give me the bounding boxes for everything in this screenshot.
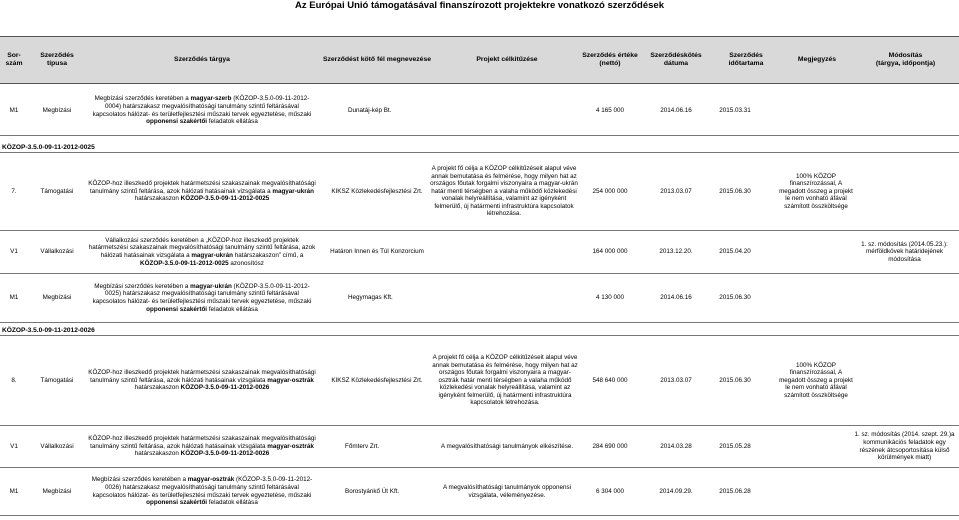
row-megjegyzes: 100% KÖZOP finanszírozással, A megadott összeg a projekt le nem vonható áfával számított összköltsége bbox=[779, 361, 853, 399]
row-sorszam: M1 bbox=[9, 294, 19, 302]
row-modositas: 1. sz. módosítás (2014. szept. 29.)a kommunikációs feladatok egy részének átcsoportosítása külső körülmények miatt) bbox=[854, 431, 955, 462]
row-idotartam: 2015.04.20 bbox=[719, 248, 751, 256]
row-tipus: Megbízási bbox=[42, 487, 72, 495]
col-targya: Szerződés tárgya bbox=[174, 55, 230, 63]
row-kotes: 2014.03.28 bbox=[660, 442, 692, 450]
row-tipus: Megbízási bbox=[42, 294, 72, 302]
row-megnevezes: Főmterv Zrt. bbox=[345, 442, 380, 450]
col-kotes: Szerződéskötés dátuma bbox=[650, 51, 702, 67]
col-modositas: Módosítás (tárgya, időpontja) bbox=[875, 51, 936, 67]
row-modositas: 1. sz. módosítás (2014.05.23.): mérföldkövek határidejének módosítása bbox=[861, 240, 948, 263]
row-megnevezes: Dunatáj-kép Bt. bbox=[348, 106, 392, 114]
table-row bbox=[0, 336, 959, 426]
row-tipus: Vállalkozási bbox=[40, 442, 74, 450]
row-sorszam: M1 bbox=[9, 487, 19, 495]
row-megjegyzes: 100% KÖZOP finanszírozással, A megadott összeg a projekt le nem vonható áfával számított összköltsége bbox=[779, 172, 853, 210]
row-idotartam: 2015.05.28 bbox=[719, 442, 751, 450]
row-kotes: 2014.06.16 bbox=[660, 106, 692, 114]
row-ertek: 284 690 000 bbox=[592, 442, 628, 450]
row-targya: Megbízási szerződés keretében a magyar-osztrák (KÖZOP-3.5.0-09-11-2012-0026) határszakasz megvalósíthatósági tanulmány szintű feltárásával kapcsolatos hálózat- és területfejlesztési műszaki tervek egyeztetése, műszaki opponensi szakértői feladatok ellátása bbox=[91, 476, 313, 507]
row-idotartam: 2015.06.30 bbox=[719, 294, 751, 302]
col-ertek: Szerződés értéke (nettó) bbox=[582, 51, 638, 67]
row-ertek: 254 000 000 bbox=[592, 187, 628, 195]
row-idotartam: 2015.03.31 bbox=[719, 106, 751, 114]
row-tipus: Támogatási bbox=[40, 376, 74, 384]
row-kotes: 2013.03.07 bbox=[660, 376, 692, 384]
row-targya: Vállalkozási szerződés keretében a „KÖZOP-hoz illeszkedő projektek határmetszési szakaszainak megvalósíthatósági tanulmány szintű feltárása, azok hálózati hatásainak vizsgálata a magyar-ukrán határszakaszon” című, a KÖZOP-3.5.0-09-11-2012-0025 azonosítósz bbox=[88, 236, 316, 267]
table-row bbox=[0, 274, 959, 323]
row-targya: Megbízási szerződés keretében a magyar-szerb (KÖZOP-3.5.0-09-11-2012-0004) határszakasz megvalósíthatósági tanulmány szintű feltárásával kapcsolatos hálózat- és területfejlesztési műszaki tervek egyeztetése, műszaki opponensi szakértői feladatok ellátása bbox=[92, 95, 312, 126]
row-kotes: 2014.09.29. bbox=[659, 487, 693, 495]
row-targya: KÖZOP-hoz illeszkedő projektek határmetszési szakaszainak megvalósíthatósági tanulmány szintű feltárása, azok hálózati hatásainak vizsgálata a magyar-ukrán határszakaszon KÖZOP-3.5.0-09-11-2012-0025 bbox=[88, 180, 316, 203]
row-tipus: Támogatási bbox=[40, 187, 74, 195]
row-idotartam: 2015.06.28 bbox=[719, 487, 751, 495]
row-tipus: Vállalkozási bbox=[40, 248, 74, 256]
row-idotartam: 2015.06.30 bbox=[719, 187, 751, 195]
row-ertek: 4 130 000 bbox=[595, 294, 624, 302]
row-ertek: 548 640 000 bbox=[592, 376, 628, 384]
row-kotes: 2013.12.20. bbox=[659, 248, 693, 256]
table-row bbox=[0, 231, 959, 274]
row-megnevezes: KIKSZ Közlekedésfejlesztési Zrt. bbox=[331, 376, 423, 384]
row-sorszam: V1 bbox=[10, 248, 18, 256]
page-title: Az Európai Unió támogatásával finanszírozott projektekre vonatkozó szerződések bbox=[294, 0, 664, 11]
col-megnevezes: Szerződést kötő fél megnevezése bbox=[322, 55, 432, 63]
col-megjegyzes: Megjegyzés bbox=[797, 55, 837, 63]
row-targya: KÖZOP-hoz illeszkedő projektek határmetszési szakaszainak megvalósíthatósági tanulmány szintű feltárása, azok hálózati hatásainak vizsgálata magyar-osztrák határszakaszon KÖZOP-3.5.0-09-11-2012-0026 bbox=[88, 369, 316, 392]
row-targya: KÖZOP-hoz illeszkedő projektek határmetszési szakaszainak megvalósíthatósági tanulmány szintű feltárása, azok hálózati hatásainak vizsgálata magyar-osztrák határszakaszon KÖZOP-3.5.0-09-11-2012-0026 bbox=[88, 435, 316, 458]
row-ertek: 164 000 000 bbox=[592, 248, 628, 256]
row-sorszam: 8. bbox=[11, 376, 17, 384]
row-idotartam: 2015.06.30 bbox=[719, 376, 751, 384]
row-celkituzes: A projekt fő célja a KÖZOP célkitűzéseit alapul véve annak bemutatása és felmérése, hogy milyen hat az országos főutak forgalmi viszonyaira a magyar-osztrák határ menti térségben a valaha működő közlekedési vonalak helyreállítása, valamint az igényként felmerülő, új határmenti infrastruktúra kapcsolatok létrehozása. bbox=[432, 353, 578, 407]
row-celkituzes: A megvalósíthatósági tanulmányok opponensi vizsgálata, véleményezése. bbox=[442, 483, 572, 499]
section-header: KÖZOP-3.5.0-09-11-2012-0025 bbox=[0, 142, 959, 153]
row-sorszam: V1 bbox=[10, 442, 18, 450]
row-megnevezes: KIKSZ Közlekedésfejlesztési Zrt. bbox=[331, 187, 423, 195]
row-celkituzes: A projekt fő célja a KÖZOP célkitűzéseit alapul véve annak bemutatása és felmérése, hogy milyen hat az országos főutak forgalmi viszonyaira a magyar-ukrán határ menti térségben a valaha működő közlekedési vonalak helyreállítása, valamint az igényként felmerülő, új határmenti infrastruktúra kapcsolatok létrehozása. bbox=[430, 164, 578, 218]
row-megnevezes: Határon Innen és Túl Konzorcium bbox=[330, 248, 424, 256]
table-row bbox=[0, 426, 959, 468]
table-header bbox=[0, 36, 959, 84]
row-sorszam: M1 bbox=[9, 106, 19, 114]
row-megnevezes: Hegymagas Kft. bbox=[348, 294, 393, 302]
table-row bbox=[0, 86, 959, 136]
row-ertek: 4 165 000 bbox=[595, 106, 624, 114]
row-tipus: Megbízási bbox=[42, 106, 72, 114]
row-targya: Megbízási szerződés keretében a magyar-ukrán (KÖZOP-3.5.0-09-11-2012-0025) határszakasz megvalósíthatósági tanulmány szintű feltárásával kapcsolatos hálózat- és területfejlesztési műszaki tervek egyeztetése, műszaki opponensi szakértői feladatok ellátása bbox=[92, 282, 312, 313]
section-header: KÖZOP-3.5.0-09-11-2012-0026 bbox=[0, 325, 959, 336]
row-sorszam: 7. bbox=[11, 187, 17, 195]
col-celkituzes: Projekt célkitűzése bbox=[476, 55, 538, 63]
col-sorszam: Sor- szám bbox=[5, 51, 23, 67]
row-ertek: 6 304 000 bbox=[595, 487, 624, 495]
row-megnevezes: Borostyánkő Út Kft. bbox=[345, 487, 400, 495]
col-tipus: Szerződés típusa bbox=[40, 51, 74, 67]
row-celkituzes: A megvalósíthatósági tanulmányok elkészítése. bbox=[440, 442, 574, 450]
table-row bbox=[0, 153, 959, 231]
table-row bbox=[0, 468, 959, 516]
col-idotartam: Szerződés időtartama bbox=[728, 51, 764, 67]
row-kotes: 2014.06.16 bbox=[660, 294, 692, 302]
row-kotes: 2013.03.07 bbox=[660, 187, 692, 195]
